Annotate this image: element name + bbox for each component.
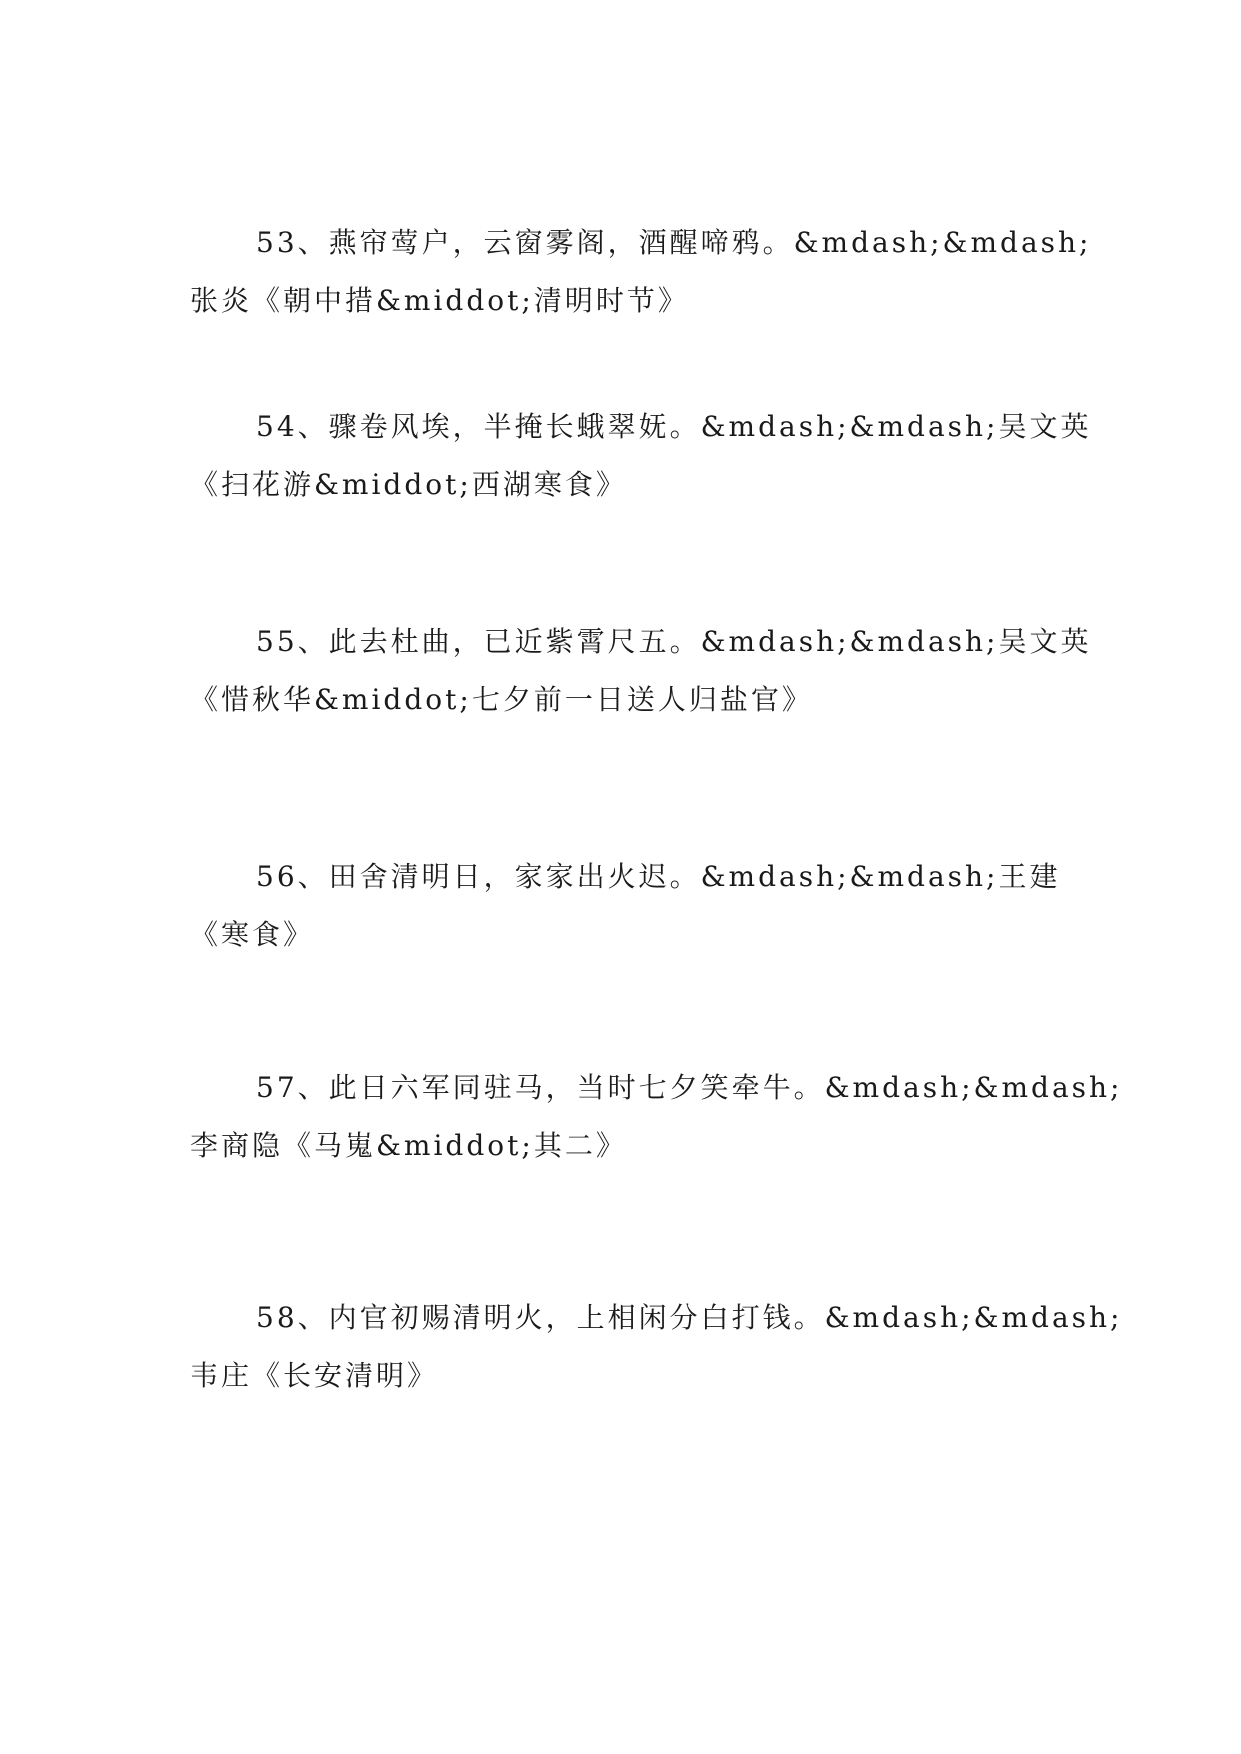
- poem-source: 李商隐《马嵬&middot;其二》: [190, 1129, 627, 1162]
- poem-entry-57: [190, 1059, 1123, 1175]
- poem-source: 《惜秋华&middot;七夕前一日送人归盐官》: [190, 683, 813, 716]
- poem-source: 张炎《朝中措&middot;清明时节》: [190, 284, 689, 317]
- poem-line: 53、燕帘莺户，云窗雾阁，酒醒啼鸦。&mdash;&mdash;: [256, 226, 1092, 259]
- poem-entry-56: [190, 848, 1060, 964]
- poem-line: 54、骤卷风埃，半掩长蛾翠妩。&mdash;&mdash;吴文英: [256, 410, 1092, 443]
- poem-entry-55: [190, 613, 1092, 729]
- poem-entry-58: [190, 1289, 1123, 1405]
- poem-line: 55、此去杜曲，已近紫霄尺五。&mdash;&mdash;吴文英: [256, 625, 1092, 658]
- poem-source: 《扫花游&middot;西湖寒食》: [190, 468, 627, 501]
- poem-line: 58、内官初赐清明火，上相闲分白打钱。&mdash;&mdash;: [256, 1301, 1123, 1334]
- poem-entry-53: [190, 214, 1092, 330]
- poem-line: 57、此日六军同驻马，当时七夕笑牵牛。&mdash;&mdash;: [256, 1071, 1123, 1104]
- poem-entry-54: [190, 398, 1092, 514]
- poem-line: 56、田舍清明日，家家出火迟。&mdash;&mdash;王建: [256, 860, 1061, 893]
- poem-source: 《寒食》: [190, 918, 315, 951]
- poem-source: 韦庄《长安清明》: [190, 1359, 439, 1392]
